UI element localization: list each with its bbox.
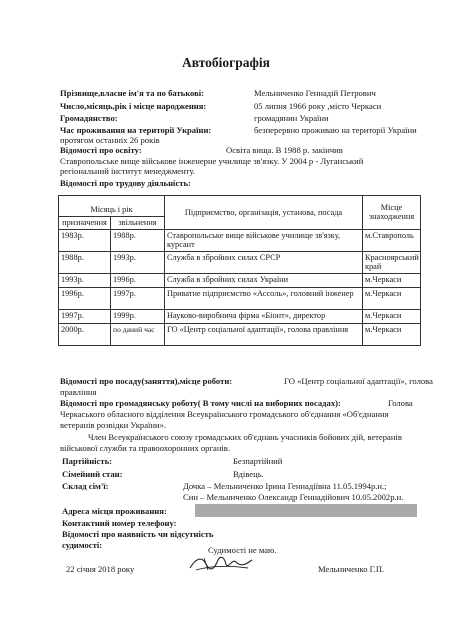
header-end: звільнення <box>111 217 165 230</box>
footer-signer: Мельниченко Г.П. <box>318 564 385 574</box>
citizenship-label: Громадянство: <box>60 113 118 123</box>
residence-value-2: протягом останніх 26 років <box>60 135 160 145</box>
residence-label: Час проживання на території України: <box>60 125 212 135</box>
family-label: Склад сім'ї: <box>62 481 109 491</box>
civic-label: Відомості про громадянську роботу( В тому числі на виборних посадах): <box>60 398 341 408</box>
page-title: Автобіографія <box>182 55 270 70</box>
convictions-value: Судимості не маю. <box>208 545 277 555</box>
row-end: 1999р. <box>111 309 165 323</box>
citizenship-value: громадянин України <box>254 113 329 123</box>
row-start: 1996р. <box>59 287 111 309</box>
address-label: Адреса місця проживання: <box>62 506 167 516</box>
signature-image <box>186 552 256 576</box>
row-end: 1993р. <box>111 251 165 273</box>
birth-value: 05 липня 1966 року ,місто Черкаси <box>254 101 382 111</box>
row-org: Служба в збройних силах України <box>165 273 363 287</box>
education-value: Освіта вища. В 1988 р. закінчив <box>226 145 343 155</box>
education-value-2: Ставропольське вище військове інженерне училище зв'язку. У 2004 р - Луганський <box>60 156 364 166</box>
row-place: м.Ставрополь <box>363 229 421 251</box>
phone-label: Контактний номер телефону: <box>62 518 177 528</box>
header-place: Місце знаходження <box>363 196 421 230</box>
row-place: Красноярський край <box>363 251 421 273</box>
row-end: 1988р. <box>111 229 165 251</box>
header-org: Підприємство, організація, установа, посада <box>165 196 363 230</box>
table-row <box>59 273 421 287</box>
row-start: 1988р. <box>59 251 111 273</box>
row-org: ГО «Центр соціальної адаптації», голова правління <box>165 323 363 345</box>
residence-value: безперервно проживаю на території України <box>254 125 417 135</box>
row-org: Ставропольське вище військове училище зв'язку, курсант <box>165 229 363 251</box>
education-value-3: регіональний інститут менеджменту. <box>60 166 195 176</box>
civic-value-2: Черкаського обласного відділення Всеукраїнського громадського об'єднання «Об'єднання <box>60 409 389 419</box>
marital-label: Сімейний стан: <box>62 469 123 479</box>
marital-value: Вдівець. <box>233 469 264 479</box>
party-label: Партійність: <box>62 456 112 466</box>
name-value: Мельниченко Геннадій Петрович <box>254 88 376 98</box>
civic-value-3: ветеранів розвідки України». <box>60 420 167 430</box>
birth-label: Число,місяць,рік і місце народження: <box>60 101 207 111</box>
employment-label: Відомості про трудову діяльність: <box>60 178 191 188</box>
row-start: 1983р. <box>59 229 111 251</box>
table-row <box>59 287 421 309</box>
row-place: м.Черкаси <box>363 309 421 323</box>
civic-value: Голова <box>388 398 413 408</box>
row-place: м.Черкаси <box>363 273 421 287</box>
row-start: 1993р. <box>59 273 111 287</box>
row-start: 1997р. <box>59 309 111 323</box>
position-value: ГО «Центр соціальної адаптації», голова <box>284 376 433 386</box>
row-org: Науково-виробнича фірма «Біонт», директор <box>165 309 363 323</box>
address-redacted <box>195 504 417 517</box>
row-end: 1996р. <box>111 273 165 287</box>
row-start: 2000р. <box>59 323 111 345</box>
table-row <box>59 323 421 345</box>
education-label: Відомості про освіту: <box>60 145 142 155</box>
convictions-label: Відомості про наявність чи відсутність <box>62 529 214 539</box>
name-label: Прізвище,власне ім'я та по батькові: <box>60 88 205 98</box>
family-son: Син – Мельниченко Олександр Геннадійович 10.05.2002р.н. <box>183 492 404 502</box>
footer-date: 22 січня 2018 року <box>66 564 135 574</box>
row-place: м.Черкаси <box>363 323 421 345</box>
row-end: по даний час <box>111 323 165 345</box>
table-row <box>59 229 421 251</box>
table-row <box>59 309 421 323</box>
header-start: призначення <box>59 217 111 230</box>
convictions-label-2: судимості: <box>62 540 103 550</box>
civic-value-4: Член Всеукраїнського союзу громадських об'єднань учасників бойових дій, ветеранів <box>88 432 402 442</box>
row-place: м.Черкаси <box>363 287 421 309</box>
header-period: Місяць і рік <box>59 196 165 217</box>
party-value: Безпартійний <box>233 456 283 466</box>
row-end: 1997р. <box>111 287 165 309</box>
employment-table <box>58 195 421 346</box>
civic-value-5: військової служби та правоохоронних органів. <box>60 443 231 453</box>
family-daughter: Дочка – Мельниченко Ірина Геннадіївна 11.05.1994р.н.; <box>183 481 387 491</box>
table-row <box>59 251 421 273</box>
row-org: Служба в збройних силах СРСР <box>165 251 363 273</box>
row-org: Приватне підприємство «Ассоль», головний інженер <box>165 287 363 309</box>
position-value-2: правління <box>60 387 97 397</box>
position-label: Відомості про посаду(заняття),місце роботи: <box>60 376 233 386</box>
